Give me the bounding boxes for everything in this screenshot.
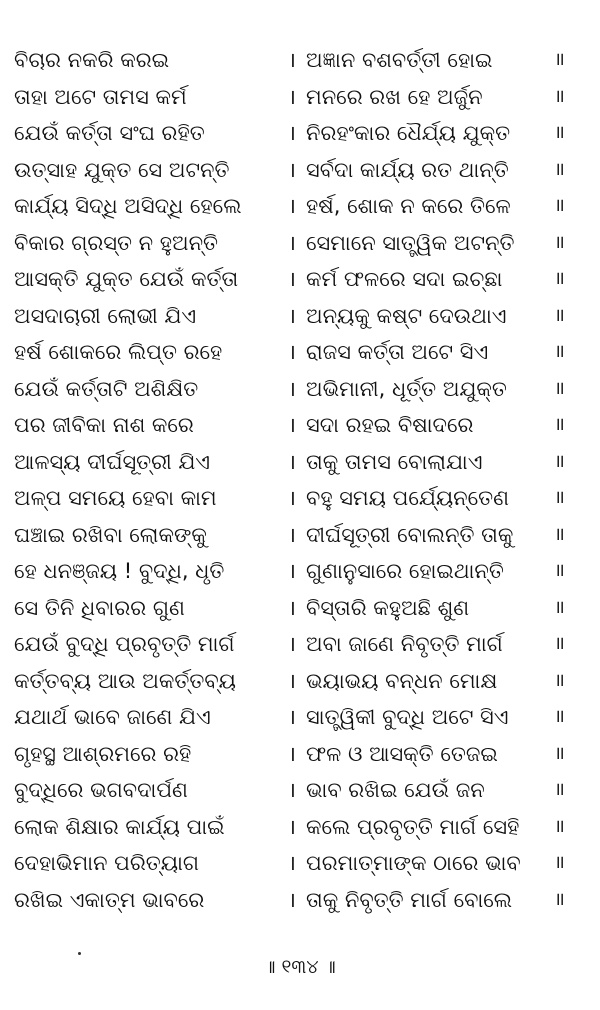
verse-line [0, 553, 600, 590]
verse-right-half: ଅନ୍ୟକୁ କଷ୍ଟ ଦେଉଥାଏ [306, 303, 507, 328]
verse-right-half: ଦୀର୍ଘସୂତ୍ରୀ ବୋଲନ୍ତି ତାକୁ [306, 522, 514, 547]
danda-separator: । [288, 705, 296, 729]
double-danda-end: ॥ [554, 377, 565, 399]
verse-line [0, 261, 600, 298]
danda-separator: । [288, 376, 296, 401]
double-danda-end: ॥ [554, 158, 565, 180]
danda-separator: । [288, 303, 296, 328]
verse-right-half: ମନରେ ରଖ ହେ ଅର୍ଜୁନ [306, 84, 483, 109]
verse-left-half: ଦେହାଭିମାନ ପରିତ୍ୟାଗ [14, 851, 200, 875]
double-danda-end: ॥ [554, 195, 565, 216]
danda-separator: । [288, 632, 296, 656]
verse-right-half: ଅଭିମାନୀ, ଧୂର୍ତ୍ତ ଅଯୁକ୍ତ [306, 376, 507, 401]
verse-line [0, 298, 600, 335]
double-danda-end: ॥ [554, 414, 565, 435]
verse-right-half: ଫଳ ଓ ଆସକ୍ତି ତେଜଇ [306, 741, 498, 766]
verse-left-half: ଯେଉଁ କର୍ତ୍ତାଟି ଅଶିକ୍ଷିତ [14, 376, 199, 401]
double-danda-end: ॥ [554, 596, 565, 618]
verse-left-half: ଯଥାର୍ଥ ଭାବେ ଜାଣେ ଯିଏ [14, 705, 211, 729]
verse-right-half: ସେମାନେ ସାତ୍ତ୍ୱିକ ଅଟନ୍ତି [306, 230, 515, 255]
double-danda-end: ॥ [554, 450, 565, 472]
danda-separator: । [288, 814, 296, 839]
verse-left-half: ସେ ତିନି ଧିବାରର ଗୁଣ [14, 595, 185, 620]
verse-right-half: ଭାବ ରଖିଇ ଯେଉଁ ଜନ [306, 778, 485, 802]
double-danda-end: ॥ [554, 852, 565, 873]
verse-line [0, 517, 600, 554]
double-danda-end: ॥ [554, 341, 565, 362]
verse-left-half: ଆସକ୍ତି ଯୁକ୍ତ ଯେଉଁ କର୍ତ୍ତା [14, 267, 239, 291]
danda-separator: । [288, 48, 296, 72]
double-danda-end: ॥ [554, 85, 565, 107]
danda-separator: । [288, 486, 296, 510]
verse-left-half: କାର୍ଯ୍ୟ ସିଦ୍ଧି ଅସିଦ୍ଧି ହେଲେ [14, 194, 242, 218]
double-danda-end: ॥ [554, 669, 565, 691]
verse-right-half: ତାକୁ ତାମସ ବୋଲାଯାଏ [306, 449, 483, 474]
double-danda-end: ॥ [554, 268, 565, 289]
danda-separator: । [288, 84, 296, 109]
danda-separator: । [288, 340, 296, 364]
double-danda-end: ॥ [554, 742, 565, 764]
verse-right-half: ପରମାତ୍ମାଙ୍କ ଠାରେ ଭାବ [306, 851, 521, 875]
ink-speck [78, 952, 81, 955]
verse-left-half: ଗୃହସ୍ଥ ଆଶ୍ରମରେ ରହି [14, 741, 192, 766]
verse-right-half: ସାତ୍ତ୍ୱିକୀ ବୁଦ୍ଧି ଅଟେ ସିଏ [306, 705, 509, 729]
verse-left-half: ଅସଦାଚାରୀ ଲୋଭୀ ଯିଏ [14, 303, 197, 328]
verse-right-half: ସଦା ରହଇ ବିଷାଦରେ [306, 413, 474, 437]
verse-line [0, 371, 600, 408]
verse-line [0, 809, 600, 846]
verse-left-half: ହର୍ଷ ଶୋକରେ ଲିପ୍ତ ରହେ [14, 340, 223, 364]
double-danda-end: ॥ [554, 231, 565, 253]
verse-left-half: ଯେଉଁ କର୍ତ୍ତା ସଂଘ ରହିତ [14, 121, 205, 145]
verse-line [0, 407, 600, 444]
verse-right-half: ସର୍ବଦା କାର୍ଯ୍ୟ ରତ ଥାନ୍ତି [306, 157, 509, 182]
verse-left-half: ବିଚାର ନକରି କରଇ [14, 48, 170, 72]
double-danda-end: ॥ [554, 560, 565, 581]
verse-line [0, 334, 600, 371]
verse-line [0, 772, 600, 809]
verse-left-half: ଲୋକ ଶିକ୍ଷାର କାର୍ଯ୍ୟ ପାଇଁ [14, 814, 225, 839]
verse-left-half: ଯେଉଁ ବୁଦ୍ଧି ପ୍ରବୃତ୍ତି ମାର୍ଗ [14, 632, 235, 656]
danda-separator: । [288, 851, 296, 875]
verse-line [0, 225, 600, 262]
verse-right-half: କଲେ ପ୍ରବୃତ୍ତି ମାର୍ଗ ସେହି [306, 814, 520, 839]
double-danda-end: ॥ [554, 706, 565, 727]
verse-left-half: ବୁଦ୍ଧିରେ ଭଗବଦାର୍ପଣ [14, 778, 188, 802]
danda-separator: । [288, 595, 296, 620]
verse-line [0, 152, 600, 189]
verse-line [0, 444, 600, 481]
danda-separator: । [288, 157, 296, 182]
double-danda-end: ॥ [554, 304, 565, 326]
verse-left-half: ବିକାର ଗ୍ରସ୍ତ ନ ହୁଅନ୍ତି [14, 230, 219, 255]
danda-separator: । [288, 887, 296, 912]
verse-list [0, 42, 600, 918]
danda-separator: । [288, 194, 296, 218]
verse-line [0, 699, 600, 736]
double-danda-end: ॥ [554, 122, 565, 143]
verse-line [0, 79, 600, 116]
double-danda-end: ॥ [554, 779, 565, 800]
danda-separator: । [288, 559, 296, 583]
verse-right-half: ହର୍ଷ, ଶୋକ ନ କରେ ତିଳେ [306, 194, 511, 218]
danda-separator: । [288, 522, 296, 547]
verse-right-half: କର୍ମ ଫଳରେ ସଦା ଇଚ୍ଛା [306, 267, 503, 291]
verse-line [0, 590, 600, 627]
verse-line [0, 882, 600, 919]
danda-separator: । [288, 267, 296, 291]
verse-line [0, 736, 600, 773]
verse-left-half: ତାହା ଅଟେ ତାମସ କର୍ମ [14, 84, 187, 109]
danda-separator: । [288, 230, 296, 255]
double-danda-end: ॥ [554, 523, 565, 545]
verse-line [0, 188, 600, 225]
verse-line [0, 42, 600, 79]
verse-right-half: ରାଜସ କର୍ତ୍ତା ଅଟେ ସିଏ [306, 340, 489, 364]
double-danda-end: ॥ [554, 49, 565, 70]
verse-line [0, 663, 600, 700]
verse-right-half: ଗୁଣାନୁସାରେ ହୋଇଥାନ୍ତି [306, 559, 504, 583]
verse-line [0, 626, 600, 663]
danda-separator: । [288, 668, 296, 693]
verse-left-half: ଘଞ୍ଚାଇ ରଖିବା ଲୋକଙ୍କୁ [14, 522, 207, 547]
verse-left-half: ହେ ଧନଞ୍ଜୟ ! ବୁଦ୍ଧି, ଧୃତି [14, 559, 225, 583]
verse-left-half: ରଖିଇ ଏକାତ୍ମ ଭାବରେ [14, 887, 205, 912]
verse-right-half: ନିରହଂକାର ଧୈର୍ଯ୍ୟ ଯୁକ୍ତ [306, 121, 511, 145]
danda-separator: । [288, 778, 296, 802]
verse-left-half: ପର ଜୀବିକା ନାଶ କରେ [14, 413, 194, 437]
verse-left-half: କର୍ତ୍ତବ୍ୟ ଆଉ ଅକର୍ତ୍ତବ୍ୟ [14, 668, 236, 693]
verse-right-half: ବହୁ ସମୟ ପର୍ଯ୍ୟେନ୍ତେଣ [306, 486, 510, 510]
verse-right-half: ଭୟାଭୟ ବନ୍ଧନ ମୋକ୍ଷ [306, 668, 498, 693]
verse-left-half: ଉତ୍ସାହ ଯୁକ୍ତ ସେ ଅଟନ୍ତି [14, 157, 230, 182]
verse-line [0, 115, 600, 152]
page-number: ॥ ୧୩୪ ॥ [264, 956, 336, 978]
verse-right-half: ଅଜ୍ଞାନ ବଶବର୍ତ୍ତୀ ହୋଇ [306, 48, 493, 72]
verse-right-half: ତାକୁ ନିବୃତ୍ତି ମାର୍ଗ ବୋଲେ [306, 887, 513, 912]
verse-left-half: ଆଳସ୍ୟ ଦୀର୍ଘସୂତ୍ରୀ ଯିଏ [14, 449, 211, 474]
double-danda-end: ॥ [554, 633, 565, 654]
verse-left-half: ଅଳ୍ପ ସମୟେ ହେବା କାମ [14, 486, 217, 510]
verse-right-half: ଅବା ଜାଣେ ନିବୃତ୍ତି ମାର୍ଗ [306, 632, 503, 656]
verse-line [0, 480, 600, 517]
double-danda-end: ॥ [554, 487, 565, 508]
danda-separator: । [288, 121, 296, 145]
danda-separator: । [288, 449, 296, 474]
verse-right-half: ବିସ୍ତାରି କହୁଅଛି ଶୁଣ [306, 595, 470, 620]
verse-line [0, 845, 600, 882]
danda-separator: । [288, 413, 296, 437]
double-danda-end: ॥ [554, 815, 565, 837]
danda-separator: । [288, 741, 296, 766]
double-danda-end: ॥ [554, 888, 565, 910]
